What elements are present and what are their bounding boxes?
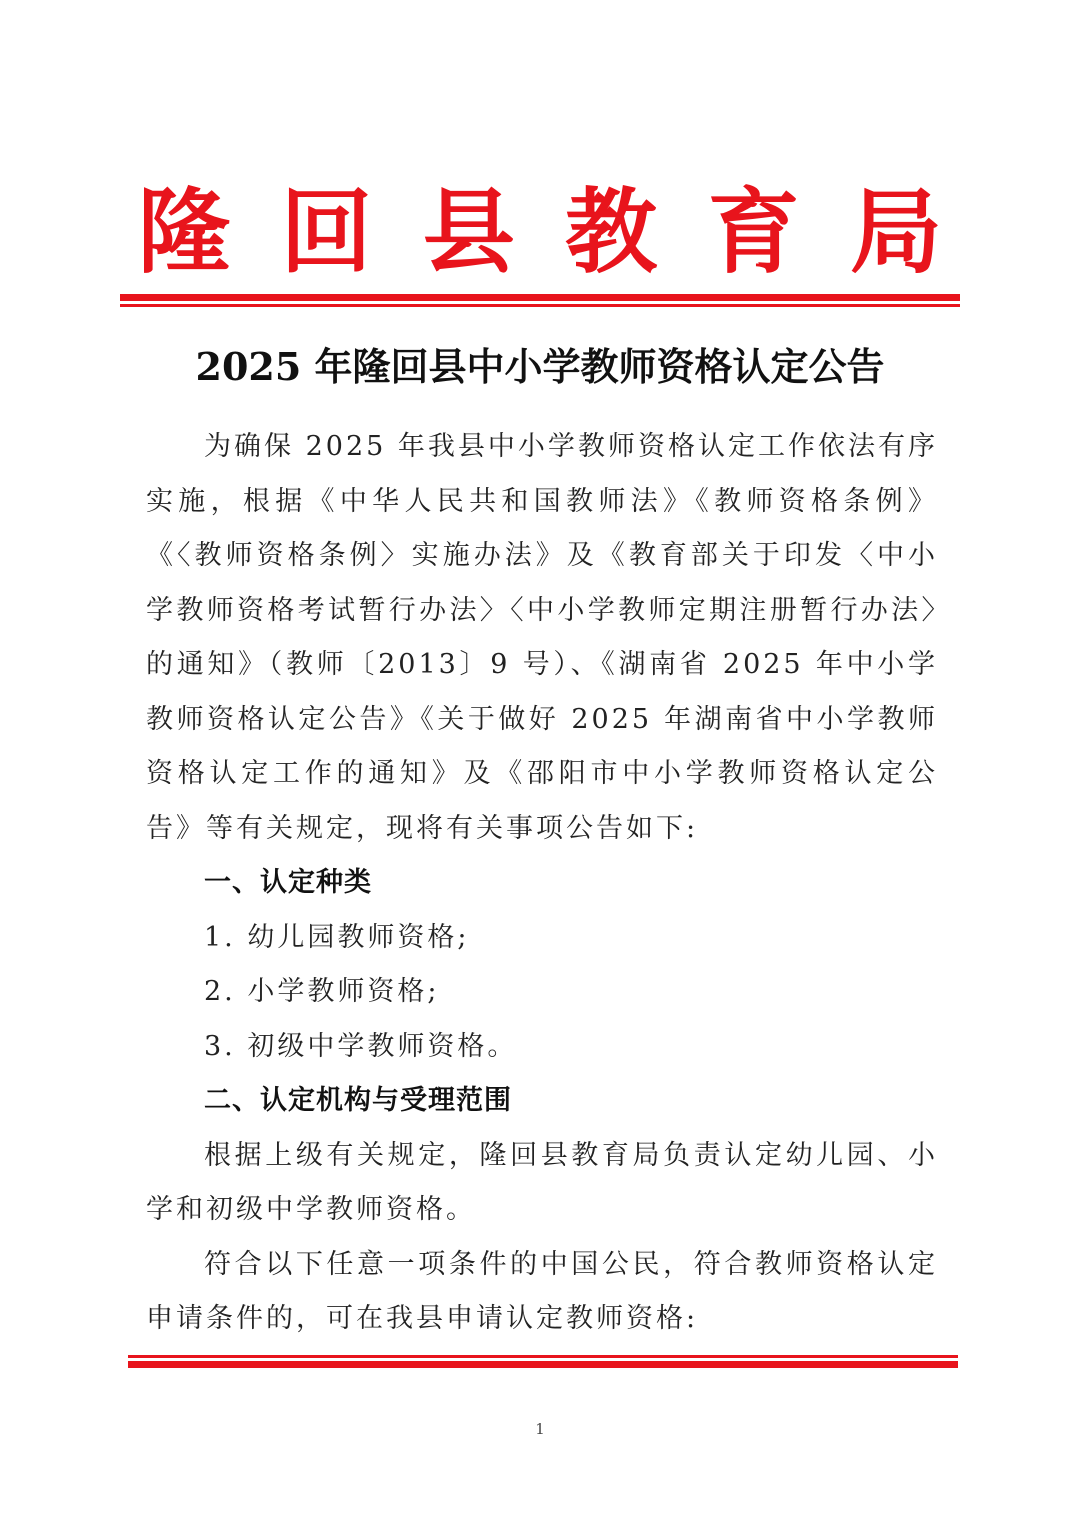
- document-body: [146, 420, 938, 1347]
- masthead-char: 局: [849, 179, 942, 286]
- masthead-char: 回: [280, 179, 373, 286]
- list-item: 3. 初级中学教师资格。: [204, 1030, 518, 1062]
- eligibility-paragraph: 符合以下任意一项条件的中国公民，符合教师资格认定申请条件的，可在我县申请认定教师资格:: [146, 1248, 938, 1334]
- masthead-char: 育: [707, 179, 800, 286]
- masthead-char: 教: [565, 179, 658, 286]
- masthead: [138, 178, 942, 288]
- list-item: 1. 幼儿园教师资格;: [204, 921, 470, 953]
- document-title: 2025 年隆回县中小学教师资格认定公告: [195, 344, 885, 389]
- masthead-rule-thin: [120, 304, 960, 307]
- intro-paragraph: 为确保 2025 年我县中小学教师资格认定工作依法有序实施，根据《中华人民共和国教师法》《教师资格条例》《〈教师资格条例〉实施办法》及《教育部关于印发〈中小学教师资格考试暂行办法〉〈中小学教师定期注册暂行办法〉的通知》（教师〔2013〕9 号）、《湖南省 2025 年中小学教师资格认定公告》《关于做好 2025 年湖南省中小学教师资格认定工作的通知》及《邵阳市中小学教师资格认定公告》等有关规定，现将有关事项公告如下:: [146, 431, 938, 844]
- page-number: 1: [535, 1420, 545, 1438]
- masthead-char: 隆: [138, 179, 231, 286]
- masthead-char: 县: [422, 179, 515, 286]
- list-item: 2. 小学教师资格;: [204, 976, 440, 1007]
- footer-rule-thick: [128, 1361, 958, 1368]
- section-heading-types: 一、认定种类: [204, 867, 372, 898]
- scope-paragraph: 根据上级有关规定，隆回县教育局负责认定幼儿园、小学和初级中学教师资格。: [146, 1139, 938, 1225]
- footer-rule-thin: [128, 1355, 958, 1358]
- masthead-rule-thick: [120, 294, 960, 301]
- section-heading-scope: 二、认定机构与受理范围: [204, 1085, 512, 1116]
